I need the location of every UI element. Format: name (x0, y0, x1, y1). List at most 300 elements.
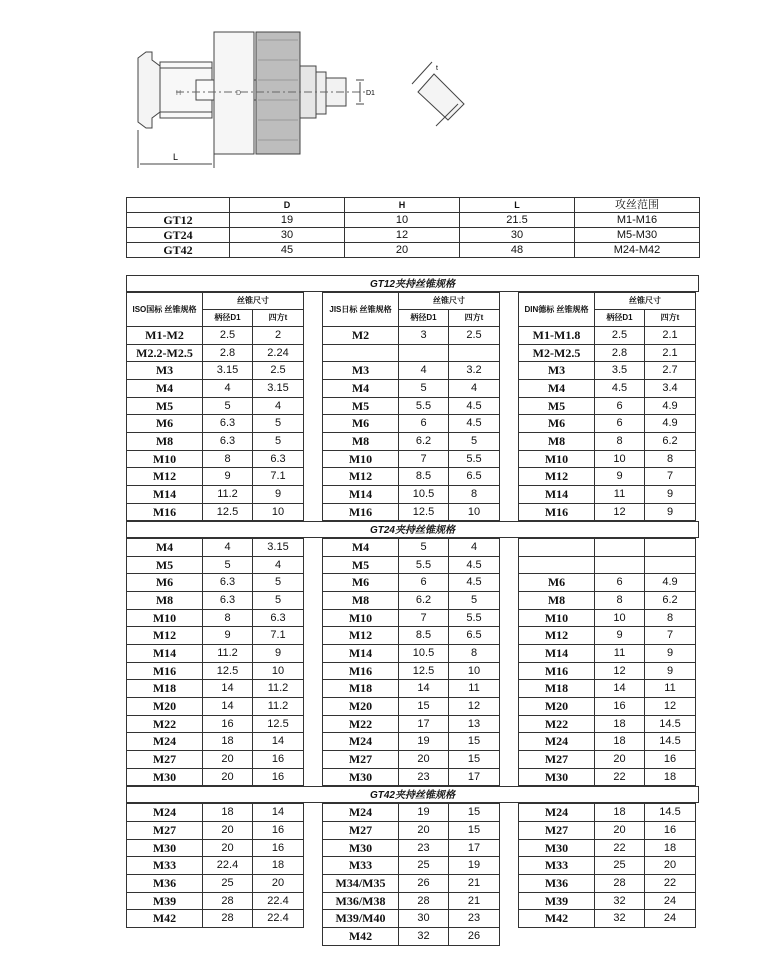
thread-size-cell: M18 (127, 680, 203, 698)
thread-size-cell: M16 (519, 662, 595, 680)
square-size-cell: 10 (253, 662, 304, 680)
square-size-header: 四方t (645, 310, 696, 327)
thread-size-cell: M8 (323, 432, 399, 450)
table-row (323, 821, 500, 839)
thread-size-cell: M24 (519, 804, 595, 822)
shank-diameter-cell: 28 (203, 892, 253, 910)
table-row (519, 839, 696, 857)
table-row (519, 379, 696, 397)
square-size-cell (645, 556, 696, 574)
table-row (519, 574, 696, 592)
thread-size-cell: M5 (323, 556, 399, 574)
table-row (127, 574, 304, 592)
shank-diameter-cell: 9 (595, 468, 645, 486)
square-size-cell: 10 (449, 662, 500, 680)
tap-size-header: 丝锥尺寸 (595, 293, 696, 310)
tap-size-header: 丝锥尺寸 (399, 293, 500, 310)
thread-size-cell: M14 (127, 485, 203, 503)
square-size-cell: 15 (449, 804, 500, 822)
dimension-row (127, 213, 700, 228)
table-row (127, 910, 304, 928)
table-row (519, 327, 696, 345)
square-size-cell: 14.5 (645, 804, 696, 822)
table-row (323, 768, 500, 786)
table-row (323, 627, 500, 645)
table-row (519, 627, 696, 645)
table-row (519, 680, 696, 698)
shank-diameter-cell: 3.5 (595, 362, 645, 380)
thread-size-cell: M14 (519, 645, 595, 663)
square-size-cell: 3.15 (253, 539, 304, 557)
square-size-cell: 16 (253, 768, 304, 786)
header-d: D (230, 198, 345, 213)
range-cell: M1-M16 (575, 213, 700, 228)
square-size-cell: 5.5 (449, 609, 500, 627)
thread-size-cell: M4 (127, 539, 203, 557)
shank-diameter-cell: 2.5 (203, 327, 253, 345)
tap-size-header: 丝锥尺寸 (203, 293, 304, 310)
table-row (519, 344, 696, 362)
table-row (323, 927, 500, 945)
shank-diameter-cell: 6.3 (203, 432, 253, 450)
square-size-cell: 8 (645, 450, 696, 468)
thread-size-cell: M20 (323, 698, 399, 716)
thread-size-cell: M36 (519, 874, 595, 892)
square-size-cell: 17 (449, 768, 500, 786)
thread-size-cell: M10 (323, 450, 399, 468)
thread-size-cell: M16 (127, 662, 203, 680)
shank-diameter-cell: 32 (595, 892, 645, 910)
table-row (127, 645, 304, 663)
shank-diameter-cell: 12.5 (399, 662, 449, 680)
thread-size-cell: M12 (323, 468, 399, 486)
thread-size-cell: M1-M1.8 (519, 327, 595, 345)
shank-diameter-cell: 14 (203, 680, 253, 698)
square-size-cell: 2.1 (645, 344, 696, 362)
shank-diameter-cell: 11 (595, 485, 645, 503)
thread-size-cell: M3 (323, 362, 399, 380)
shank-diameter-cell: 2.8 (203, 344, 253, 362)
shank-diameter-cell: 17 (399, 715, 449, 733)
thread-size-cell: M18 (323, 680, 399, 698)
square-size-cell: 15 (449, 733, 500, 751)
shank-diameter-cell: 6 (595, 415, 645, 433)
square-size-cell: 6.2 (645, 592, 696, 610)
table-row (519, 556, 696, 574)
thread-size-cell: M12 (519, 468, 595, 486)
thread-size-cell: M27 (519, 821, 595, 839)
jis-table (322, 803, 500, 945)
label-t: t (436, 65, 438, 72)
thread-size-cell: M5 (127, 556, 203, 574)
table-row (323, 485, 500, 503)
table-row (519, 362, 696, 380)
shank-diameter-cell: 6 (399, 574, 449, 592)
table-row (127, 733, 304, 751)
table-row (127, 379, 304, 397)
square-size-cell: 7 (645, 468, 696, 486)
square-size-cell: 7.1 (253, 627, 304, 645)
thread-size-cell: M30 (323, 839, 399, 857)
collet-body (214, 32, 254, 154)
table-row (519, 415, 696, 433)
shank-diameter-cell: 9 (203, 468, 253, 486)
shank-diameter-cell: 12.5 (203, 503, 253, 521)
shank-diameter-cell: 8 (595, 432, 645, 450)
thread-size-cell: M6 (323, 574, 399, 592)
thread-size-cell: M34/M35 (323, 874, 399, 892)
thread-size-cell: M3 (127, 362, 203, 380)
table-row (519, 539, 696, 557)
table-row (323, 715, 500, 733)
thread-size-cell: M8 (519, 432, 595, 450)
model-cell: GT12 (127, 213, 230, 228)
shank-diameter-cell: 10 (595, 609, 645, 627)
thread-size-cell: M8 (127, 592, 203, 610)
table-row (323, 609, 500, 627)
section-title: GT12夹持丝锥规格 (126, 275, 699, 292)
table-row (323, 839, 500, 857)
square-size-cell: 11.2 (253, 680, 304, 698)
square-size-cell: 22 (645, 874, 696, 892)
table-row (519, 468, 696, 486)
table-row (127, 874, 304, 892)
table-row (519, 715, 696, 733)
label-d1: D1 (366, 90, 375, 97)
thread-size-cell: M12 (519, 627, 595, 645)
table-row (127, 556, 304, 574)
square-size-cell: 19 (449, 857, 500, 875)
shank-diameter-cell: 32 (399, 927, 449, 945)
square-size-cell: 3.2 (449, 362, 500, 380)
square-size-cell: 9 (645, 645, 696, 663)
square-size-header: 四方t (449, 310, 500, 327)
square-size-cell: 9 (645, 485, 696, 503)
thread-size-cell: M12 (323, 627, 399, 645)
header-tapping-range: 攻丝范围 (575, 198, 700, 213)
shank-diameter-cell: 11.2 (203, 645, 253, 663)
shank-diameter-cell: 11.2 (203, 485, 253, 503)
table-row (127, 680, 304, 698)
thread-size-cell: M4 (323, 379, 399, 397)
thread-size-cell: M2 (323, 327, 399, 345)
square-size-cell: 16 (253, 821, 304, 839)
thread-size-cell: M27 (323, 751, 399, 769)
thread-size-cell: M30 (323, 768, 399, 786)
square-size-cell: 5 (449, 592, 500, 610)
table-row (519, 750, 696, 768)
shank-diameter-cell: 4 (399, 362, 449, 380)
shank-diameter-cell: 18 (203, 804, 253, 822)
table-row (323, 574, 500, 592)
shank-diameter-cell: 23 (399, 839, 449, 857)
table-row (323, 680, 500, 698)
value-cell: 48 (460, 243, 575, 258)
square-size-cell: 11 (645, 680, 696, 698)
table-row (127, 892, 304, 910)
shank-diameter-cell: 20 (203, 821, 253, 839)
square-size-cell: 16 (253, 751, 304, 769)
thread-size-cell: M24 (127, 733, 203, 751)
shank-diameter-cell: 6 (595, 574, 645, 592)
table-row (323, 645, 500, 663)
square-size-cell: 8 (449, 645, 500, 663)
shank-diameter-cell: 22 (595, 839, 645, 857)
shank-diameter-cell: 20 (203, 839, 253, 857)
shank-diameter-cell: 4 (203, 379, 253, 397)
range-cell: M5-M30 (575, 228, 700, 243)
shank-diameter-cell: 6.2 (399, 592, 449, 610)
value-cell: 30 (230, 228, 345, 243)
thread-size-cell: M5 (519, 397, 595, 415)
thread-size-cell: M8 (519, 592, 595, 610)
square-size-cell: 2.5 (253, 362, 304, 380)
square-size-cell: 6.5 (449, 468, 500, 486)
square-size-cell: 4 (449, 539, 500, 557)
header-l: L (460, 198, 575, 213)
table-row (323, 344, 500, 362)
square-size-cell: 10 (253, 503, 304, 521)
value-cell: 21.5 (460, 213, 575, 228)
shank-diameter-cell: 14 (203, 698, 253, 716)
thread-size-cell: M27 (323, 821, 399, 839)
shank-diameter-cell: 3.15 (203, 362, 253, 380)
thread-size-cell: M30 (127, 768, 203, 786)
thread-size-cell: M18 (519, 680, 595, 698)
table-row (323, 857, 500, 875)
table-row (519, 485, 696, 503)
square-size-cell: 3.4 (645, 379, 696, 397)
shank-diameter-cell: 9 (203, 627, 253, 645)
shank-diameter-cell: 10 (595, 450, 645, 468)
shank-diameter-cell: 16 (203, 715, 253, 733)
table-row (519, 592, 696, 610)
label-h: H (176, 90, 182, 97)
thread-size-cell: M27 (127, 751, 203, 769)
square-size-cell: 3.15 (253, 379, 304, 397)
table-row (127, 804, 304, 822)
table-row (519, 503, 696, 521)
shank-diameter-cell: 3 (399, 327, 449, 345)
shank-diameter-cell: 14 (399, 680, 449, 698)
table-row (519, 645, 696, 663)
thread-size-cell: M36 (127, 874, 203, 892)
thread-size-cell: M24 (127, 804, 203, 822)
shank-diameter-cell: 10.5 (399, 485, 449, 503)
table-row (519, 768, 696, 786)
square-size-header: 四方t (253, 310, 304, 327)
table-row (323, 450, 500, 468)
dimension-table (126, 197, 700, 258)
table-row (127, 468, 304, 486)
thread-size-cell: M4 (519, 379, 595, 397)
thread-size-cell: M30 (519, 839, 595, 857)
square-size-cell: 15 (449, 751, 500, 769)
table-row (519, 910, 696, 928)
thread-size-cell (519, 556, 595, 574)
shank-diameter-cell: 20 (399, 821, 449, 839)
din-table (518, 292, 696, 521)
value-cell: 19 (230, 213, 345, 228)
square-size-cell: 6.3 (253, 450, 304, 468)
table-row (127, 485, 304, 503)
table-row (323, 698, 500, 716)
table-row (519, 609, 696, 627)
thread-size-cell: M4 (323, 539, 399, 557)
model-cell: GT24 (127, 228, 230, 243)
header-row (519, 293, 696, 310)
shank-diameter-cell: 20 (203, 751, 253, 769)
square-size-cell: 12 (645, 698, 696, 716)
thread-size-cell: M2-M2.5 (519, 344, 595, 362)
thread-size-cell: M10 (323, 609, 399, 627)
table-row (127, 503, 304, 521)
label-l: L (173, 152, 179, 162)
dimension-row (127, 228, 700, 243)
shank-diameter-cell: 28 (595, 874, 645, 892)
table-row (519, 432, 696, 450)
square-size-cell: 24 (645, 892, 696, 910)
shank-diameter-cell: 20 (595, 821, 645, 839)
range-cell: M24-M42 (575, 243, 700, 258)
shank-diameter-cell: 9 (595, 627, 645, 645)
table-row (127, 768, 304, 786)
label-d: D (236, 90, 242, 97)
square-size-cell: 20 (253, 874, 304, 892)
thread-size-cell: M39 (519, 892, 595, 910)
shank-diameter-cell (399, 344, 449, 362)
thread-size-cell: M8 (127, 432, 203, 450)
table-row (323, 874, 500, 892)
thread-size-cell: M22 (127, 715, 203, 733)
shank-diameter-cell: 22.4 (203, 857, 253, 875)
thread-size-cell: M6 (519, 574, 595, 592)
table-row (127, 327, 304, 345)
square-size-cell: 16 (645, 821, 696, 839)
table-row (127, 609, 304, 627)
shank-diameter-cell: 5 (399, 379, 449, 397)
shank-diameter-cell: 12 (595, 503, 645, 521)
shank-diameter-cell: 7 (399, 450, 449, 468)
value-cell: 20 (345, 243, 460, 258)
square-size-cell: 11 (449, 680, 500, 698)
square-size-cell: 9 (253, 645, 304, 663)
thread-size-cell: M6 (127, 574, 203, 592)
square-size-cell: 9 (645, 503, 696, 521)
table-row (519, 662, 696, 680)
shank-diameter-cell: 20 (399, 751, 449, 769)
shank-diameter-cell: 8 (595, 592, 645, 610)
table-row (323, 415, 500, 433)
table-row (323, 468, 500, 486)
shank-diameter-cell: 26 (399, 874, 449, 892)
shank-diameter-cell: 7 (399, 609, 449, 627)
square-size-cell: 20 (645, 857, 696, 875)
value-cell: 10 (345, 213, 460, 228)
value-cell: 12 (345, 228, 460, 243)
thread-size-cell: M16 (323, 503, 399, 521)
table-row (323, 327, 500, 345)
table-row (323, 556, 500, 574)
shank-diameter-cell: 22 (595, 768, 645, 786)
square-size-cell: 5 (449, 432, 500, 450)
din-standard-header: DIN德标 丝锥规格 (519, 293, 595, 327)
square-size-cell: 8 (449, 485, 500, 503)
thread-size-cell: M16 (519, 503, 595, 521)
square-size-cell: 14 (253, 733, 304, 751)
shank-diameter-cell: 5.5 (399, 397, 449, 415)
square-size-cell: 6.3 (253, 609, 304, 627)
shank-diameter-header: 柄径D1 (595, 310, 645, 327)
jis-table (322, 292, 500, 521)
shank-diameter-cell: 11 (595, 645, 645, 663)
square-size-cell: 22.4 (253, 910, 304, 928)
table-row (519, 450, 696, 468)
table-row (323, 751, 500, 769)
section-title: GT24夹持丝锥规格 (126, 521, 699, 538)
thread-size-cell: M33 (519, 857, 595, 875)
thread-size-cell: M14 (323, 645, 399, 663)
table-row (323, 733, 500, 751)
shank-diameter-cell: 6.3 (203, 415, 253, 433)
header-row (127, 293, 304, 310)
shank-diameter-cell: 6.3 (203, 592, 253, 610)
shank-diameter-cell: 12.5 (399, 503, 449, 521)
table-row (519, 698, 696, 716)
square-size-cell: 14.5 (645, 715, 696, 733)
square-size-cell: 10 (449, 503, 500, 521)
shank-diameter-cell: 8 (203, 450, 253, 468)
shank-diameter-cell: 6 (399, 415, 449, 433)
table-row (323, 379, 500, 397)
shank-diameter-cell: 5 (399, 539, 449, 557)
thread-size-cell: M42 (127, 910, 203, 928)
thread-size-cell: M22 (519, 715, 595, 733)
thread-size-cell: M16 (127, 503, 203, 521)
shank-diameter-cell: 28 (203, 910, 253, 928)
shank-diameter-cell: 32 (595, 910, 645, 928)
shank-diameter-cell: 19 (399, 733, 449, 751)
thread-size-cell: M42 (519, 910, 595, 928)
square-size-cell: 6.5 (449, 627, 500, 645)
square-size-cell: 6.2 (645, 432, 696, 450)
thread-size-cell: M24 (519, 733, 595, 751)
square-size-cell: 12.5 (253, 715, 304, 733)
square-size-cell: 4.9 (645, 397, 696, 415)
square-detail (418, 74, 464, 120)
table-row (127, 344, 304, 362)
table-row (127, 751, 304, 769)
table-row (519, 892, 696, 910)
square-size-cell: 2.5 (449, 327, 500, 345)
shank-diameter-cell: 15 (399, 698, 449, 716)
shank-diameter-cell: 30 (399, 910, 449, 928)
shank-diameter-cell: 28 (399, 892, 449, 910)
dimension-header-row (127, 198, 700, 213)
square-size-cell: 18 (645, 839, 696, 857)
table-row (323, 592, 500, 610)
square-size-cell: 16 (253, 839, 304, 857)
thread-size-cell: M42 (323, 927, 399, 945)
shank-diameter-cell: 5 (203, 556, 253, 574)
thread-size-cell: M39 (127, 892, 203, 910)
table-row (323, 432, 500, 450)
header-h: H (345, 198, 460, 213)
square-size-cell: 9 (253, 485, 304, 503)
square-size-cell: 4.9 (645, 415, 696, 433)
thread-size-cell: M27 (127, 821, 203, 839)
table-row (519, 733, 696, 751)
